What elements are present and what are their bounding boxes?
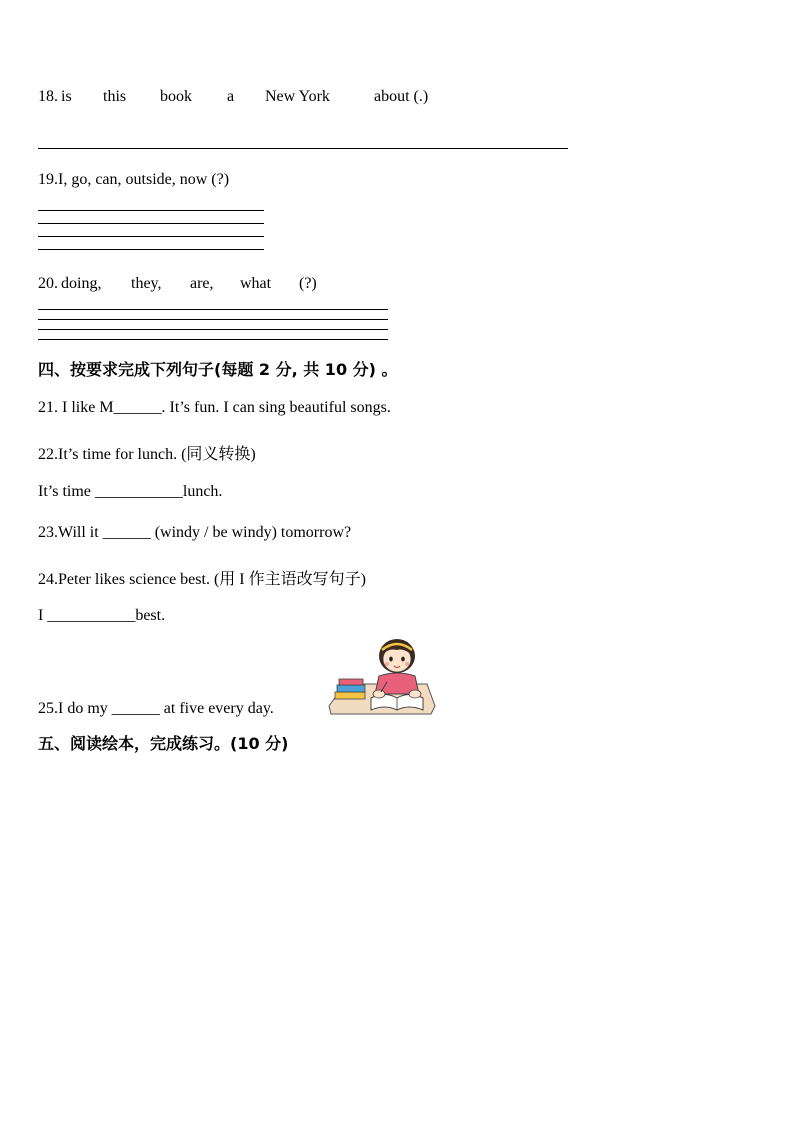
q25-prompt: 25.I do my ______ at five every day. — [38, 700, 274, 717]
q20-answer-line[interactable] — [38, 309, 388, 310]
q20-answer-line[interactable] — [38, 329, 388, 330]
q19-prompt: 19.I, go, can, outside, now (?) — [38, 171, 230, 188]
section-5-heading: 五、阅读绘本，完成练习。(10 分) — [38, 734, 289, 753]
q18-word-3: book — [160, 88, 192, 105]
q18-number: 18. — [38, 88, 58, 105]
q18-answer-line[interactable] — [38, 148, 568, 149]
q18-word-2: this — [103, 88, 127, 105]
q20-word-4: what — [240, 275, 272, 292]
q24-answer: I ___________best. — [38, 607, 166, 624]
q20-answer-line[interactable] — [38, 319, 388, 320]
q23-prompt: 23.Will it ______ (windy / be windy) tomorrow? — [38, 524, 352, 541]
q18-word-1: is — [61, 88, 72, 105]
q18-word-6: about (.) — [374, 88, 429, 105]
section-4-heading: 四、按要求完成下列句子(每题 2 分, 共 10 分) 。 — [38, 360, 398, 379]
q20-number: 20. — [38, 275, 58, 292]
q22-answer: It’s time ___________lunch. — [38, 483, 223, 500]
q18-word-4: a — [227, 88, 235, 105]
q20-word-2: they, — [131, 275, 162, 292]
q20-word-1: doing, — [61, 275, 102, 292]
q21-prompt: 21. I like M______. It’s fun. I can sing beautiful songs. — [38, 399, 391, 416]
q22-prompt: 22.It’s time for lunch. (同义转换) — [38, 446, 256, 463]
q20-word-3: are, — [190, 275, 214, 292]
q19-answer-line[interactable] — [38, 210, 264, 211]
q24-prompt: 24.Peter likes science best. (用 I 作主语改写句子) — [38, 571, 366, 588]
q20-answer-line[interactable] — [38, 339, 388, 340]
q20-word-5: (?) — [299, 275, 317, 292]
q18-word-5: New York — [265, 88, 330, 105]
q19-answer-line[interactable] — [38, 236, 264, 237]
q19-answer-line[interactable] — [38, 223, 264, 224]
q19-answer-line[interactable] — [38, 249, 264, 250]
girl-doing-homework-icon — [327, 636, 437, 718]
